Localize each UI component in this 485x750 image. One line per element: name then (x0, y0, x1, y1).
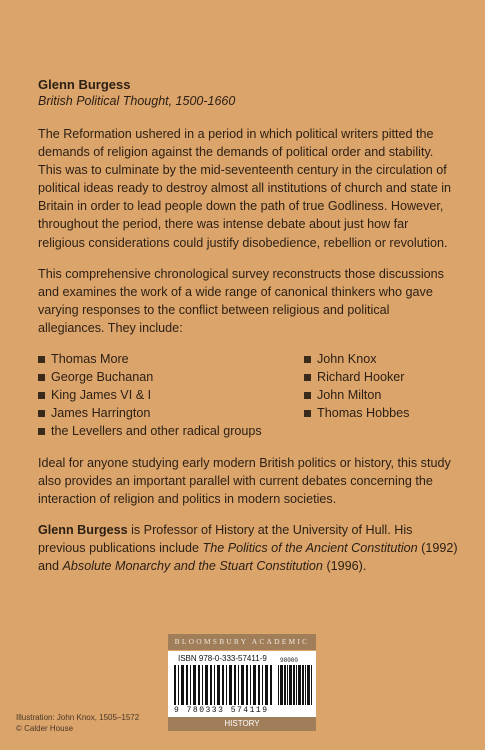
barcode-stripe (226, 665, 227, 705)
author-name: Glenn Burgess (38, 77, 131, 92)
barcode-stripe (262, 665, 263, 705)
back-cover-text (38, 76, 458, 588)
list-item: Richard Hooker (304, 368, 409, 386)
thinkers-list-left (38, 350, 304, 440)
list-item: John Knox (304, 350, 409, 368)
barcode-stripe (265, 665, 268, 705)
barcode-stripe (202, 665, 203, 705)
barcode-stripe (280, 665, 283, 705)
barcode-stripe (205, 665, 208, 705)
barcode-stripe (296, 665, 297, 705)
bio-author-name: Glenn Burgess (38, 522, 128, 537)
barcode-stripe (178, 665, 179, 705)
barcode-stripe (217, 665, 220, 705)
barcode-stripe (234, 665, 236, 705)
barcode-stripe (210, 665, 212, 705)
barcode-stripe (214, 665, 215, 705)
barcode-stripe (250, 665, 251, 705)
description-paragraph-2: This comprehensive chronological survey reconstructs those discussions and examines the work of a wide range of canonical thinkers who gave varying responses to the conflict between religious and political allegiances. They include: (38, 266, 444, 335)
list-item: James Harrington (38, 404, 304, 422)
barcode-stripe (293, 665, 295, 705)
barcode-stripe (190, 665, 191, 705)
barcode-bars (174, 665, 274, 705)
barcode-stripe (284, 665, 286, 705)
thinkers-list (38, 350, 458, 440)
barcode-stripe (229, 665, 232, 705)
bio-book-title: Absolute Monarchy and the Stuart Constitution (62, 558, 323, 573)
barcode-stripe (253, 665, 256, 705)
barcode-stripe (270, 665, 272, 705)
list-item: the Levellers and other radical groups (38, 422, 304, 440)
barcode-stripe (198, 665, 200, 705)
bio-book-title: The Politics of the Ancient Constitution (202, 540, 418, 555)
barcode-stripe (278, 665, 279, 705)
barcode-stripe (193, 665, 196, 705)
category-label: HISTORY (168, 717, 316, 731)
credit-line: © Calder House (16, 724, 74, 733)
barcode (168, 651, 316, 717)
barcode-stripe (298, 665, 301, 705)
book-title: British Political Thought, 1500-1660 (38, 94, 236, 108)
barcode-stripe (241, 665, 244, 705)
description-paragraph-3: Ideal for anyone studying early modern British politics or history, this study also provides an important parallel with current debates concerning the interaction of religion and politics in modern societies. (38, 455, 451, 506)
barcode-stripe (258, 665, 260, 705)
bio-text: is Professor of History at the University of Hull. His previous publications include (38, 522, 413, 555)
barcode-stripe (174, 665, 176, 705)
barcode-stripe (181, 665, 184, 705)
addon-barcode-bars (278, 665, 312, 705)
thinkers-list-right (304, 350, 409, 440)
credit-line: Illustration: John Knox, 1505–1572 (16, 713, 140, 722)
publisher-label: BLOOMSBURY ACADEMIC (168, 634, 316, 650)
barcode-stripe (246, 665, 248, 705)
barcode-stripe (311, 665, 312, 705)
list-item: John Milton (304, 386, 409, 404)
barcode-stripe (186, 665, 188, 705)
list-item: King James VI & I (38, 386, 304, 404)
bio-text: (1992) and (38, 540, 458, 573)
author-bio (38, 521, 458, 575)
list-item: Thomas More (38, 350, 304, 368)
isbn-text: ISBN 978-0-333-57411-9 (178, 654, 267, 663)
barcode-digits: 9 780333 574119 (174, 706, 269, 715)
illustration-credit (16, 712, 139, 734)
barcode-stripe (307, 665, 310, 705)
barcode-stripe (305, 665, 306, 705)
bio-text: (1996). (322, 558, 367, 573)
list-item: Thomas Hobbes (304, 404, 409, 422)
addon-digits: 98000 (280, 657, 299, 664)
barcode-stripe (238, 665, 239, 705)
barcode-stripe (287, 665, 288, 705)
list-item: George Buchanan (38, 368, 304, 386)
barcode-stripe (222, 665, 224, 705)
barcode-stripe (289, 665, 292, 705)
barcode-stripe (302, 665, 304, 705)
description-paragraph-1: The Reformation ushered in a period in which political writers pitted the demands of religion against the demands of political order and stability. This was to culminate by the mid-seventeenth century in the circulation of political ideas ready to destroy almost all institutions of church and state in Britain in order to lead people down the path of true Godliness. However, throughout the period, there was intense debate about just how far religious considerations could justify disobedience, rebellion or revolution. (38, 127, 452, 250)
